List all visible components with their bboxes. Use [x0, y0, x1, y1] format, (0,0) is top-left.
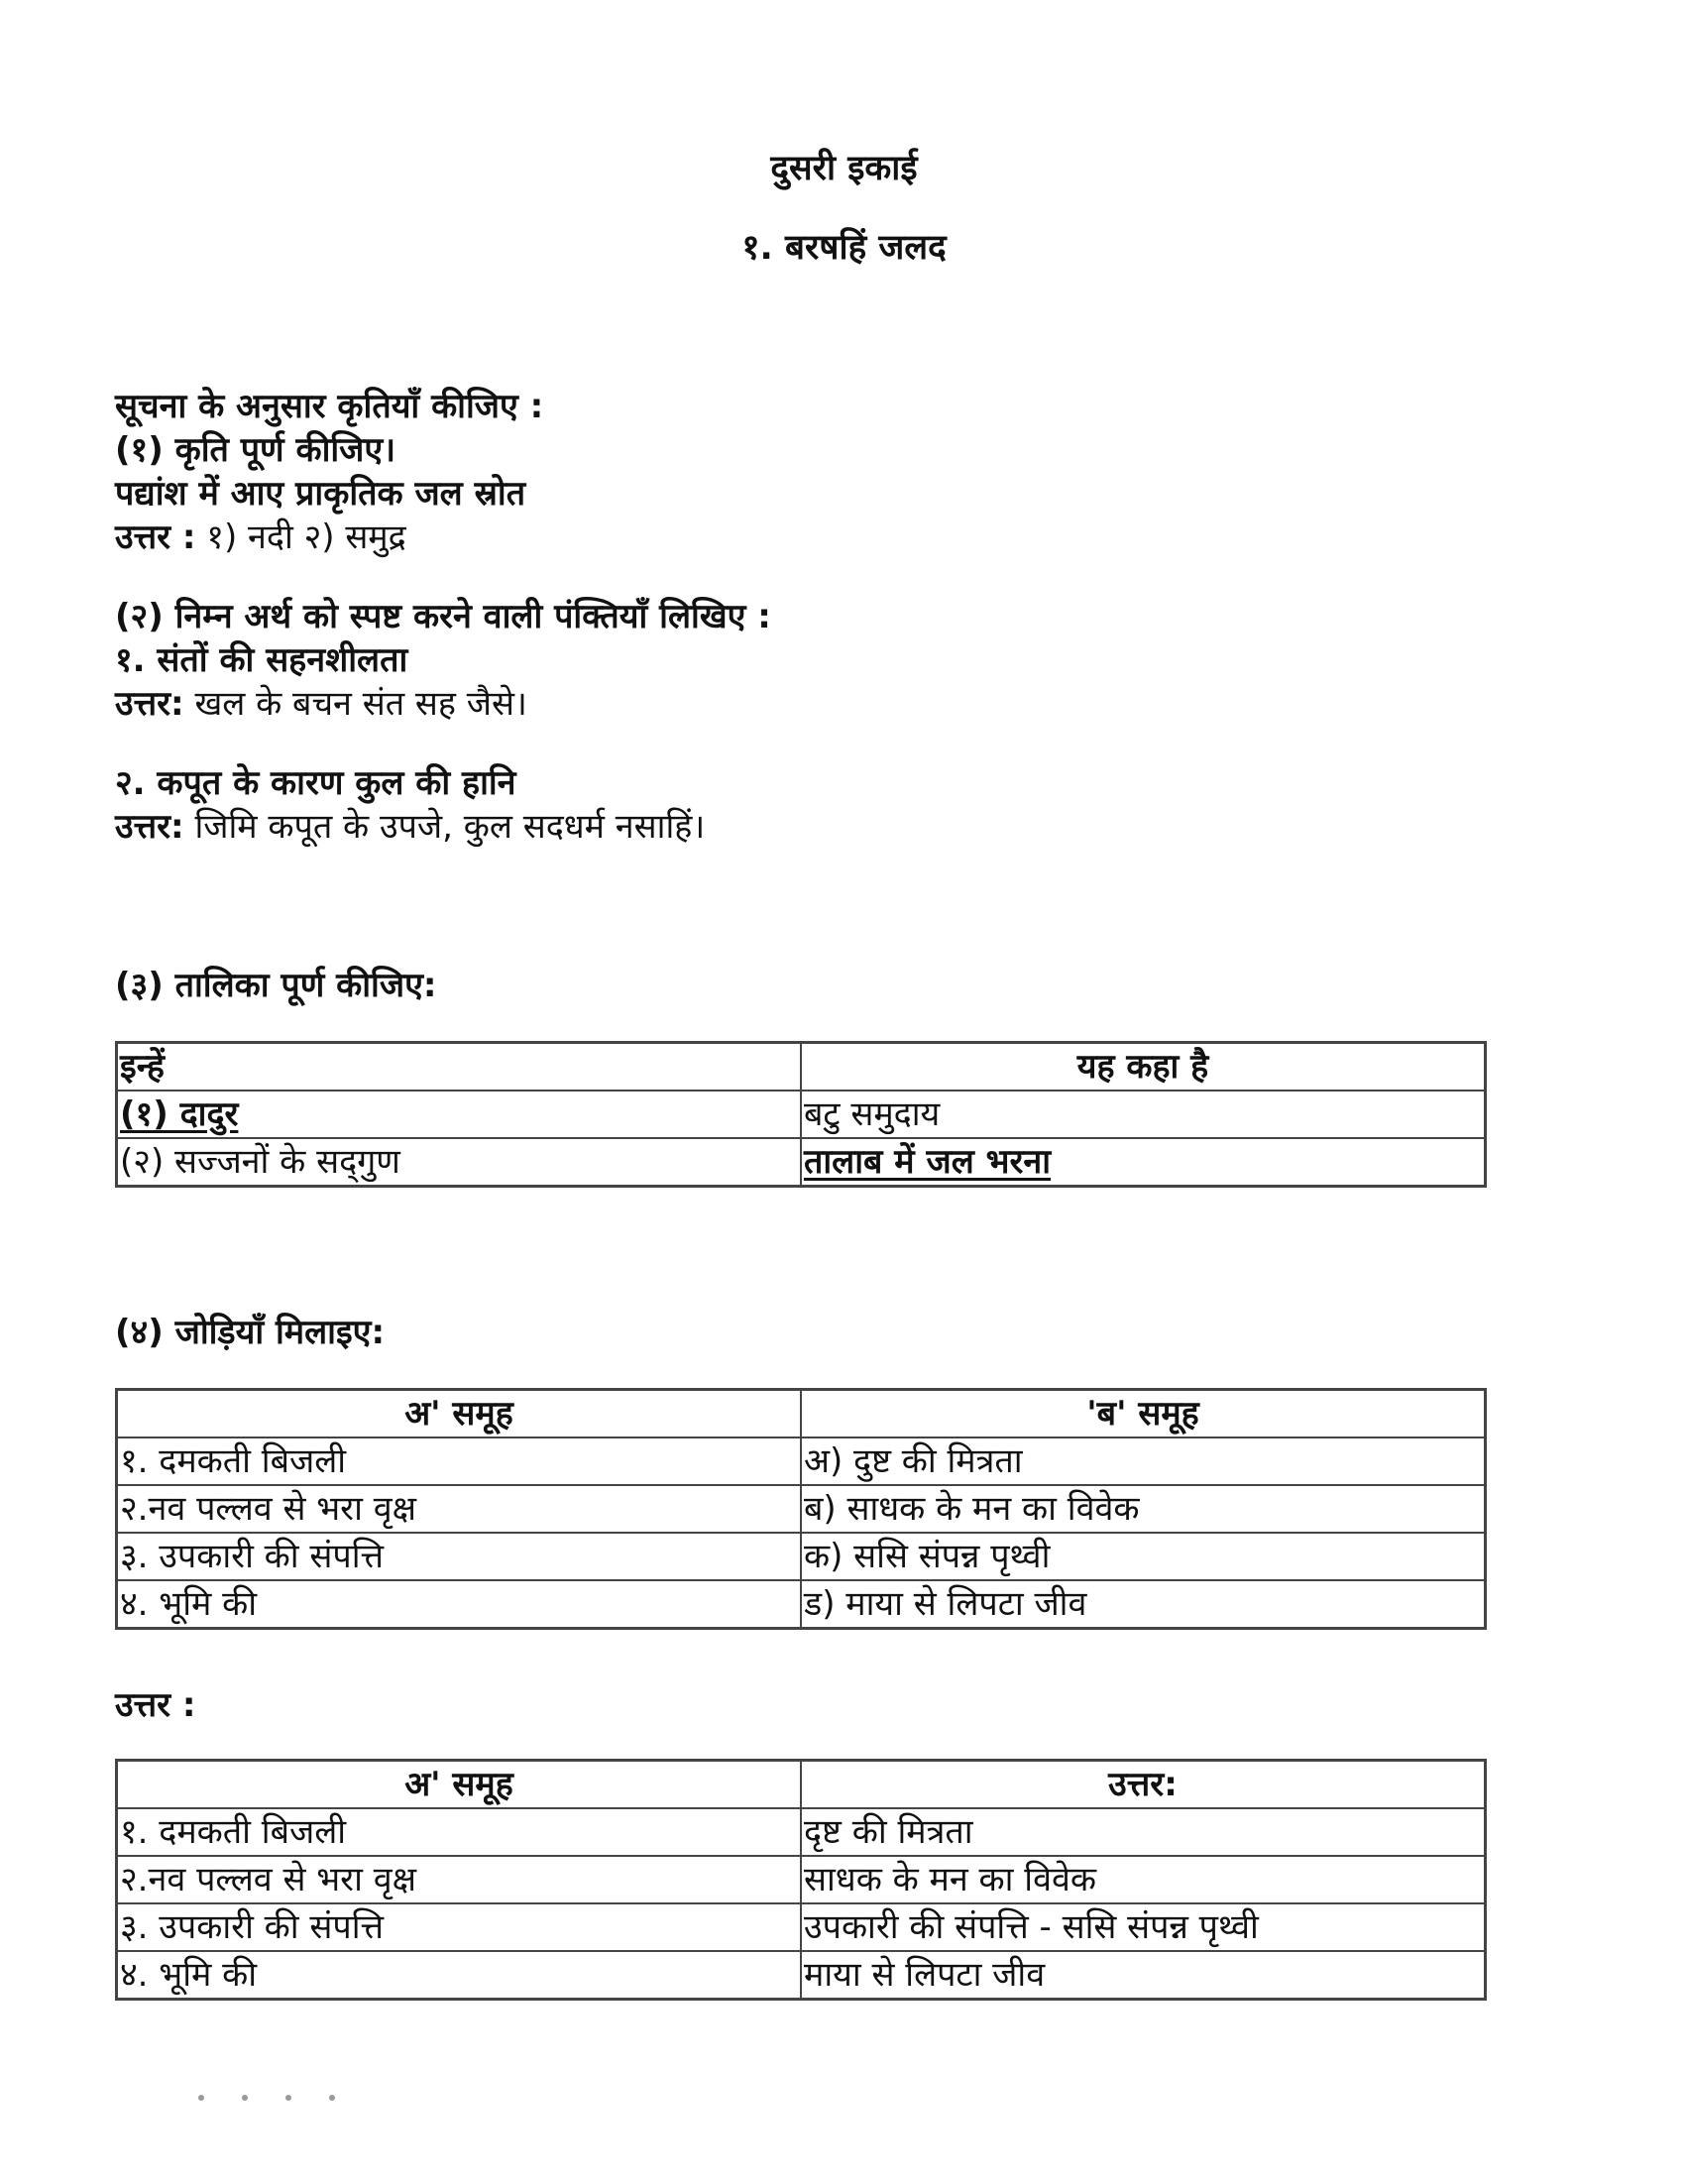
- table-cell: १. दमकती बिजली: [117, 1437, 802, 1485]
- q2-item2-prompt: २. कपूत के कारण कुल की हानि: [115, 763, 516, 803]
- q2-heading: (२) निम्न अर्थ को स्पष्ट करने वाली पंक्तियाँ लिखिए :: [115, 597, 771, 636]
- q2-item2-answer: [115, 805, 705, 849]
- table-cell: (२) सज्जनों के सद्‌गुण: [117, 1138, 802, 1187]
- table-cell: ४. भूमि की: [117, 1951, 802, 2000]
- answer-label: उत्तर:: [115, 807, 184, 847]
- table-row: [117, 1808, 1486, 1856]
- answer-label: उत्तर :: [115, 517, 196, 557]
- table-row: [117, 1951, 1486, 2000]
- table-cell: ड) माया से लिपटा जीव: [801, 1580, 1486, 1629]
- q1-prompt: पद्यांश में आए प्राकृतिक जल स्रोत: [115, 474, 526, 514]
- q1-heading: (१) कृति पूर्ण कीजिए।: [115, 430, 396, 470]
- table-cell: साधक के मन का विवेक: [801, 1856, 1486, 1903]
- q3-heading: (३) तालिका पूर्ण कीजिए:: [115, 966, 437, 1005]
- answer-text: खल के बचन संत सह जैसे।: [183, 684, 527, 724]
- lesson-title: १. बरषहिं जलद: [741, 228, 947, 268]
- table-cell: माया से लिपटा जीव: [801, 1951, 1486, 2000]
- table-cell: ब) साधक के मन का विवेक: [801, 1485, 1486, 1533]
- table-cell: बटु समुदाय: [801, 1091, 1486, 1138]
- table-row: [117, 1091, 1486, 1138]
- q4-heading: (४) जोड़ियाँ मिलाइए:: [115, 1313, 386, 1352]
- table-cell: क) ससि संपन्न पृथ्वी: [801, 1533, 1486, 1580]
- table-cell: तालाब में जल भरना: [801, 1138, 1486, 1187]
- table-cell: १. दमकती बिजली: [117, 1808, 802, 1856]
- table-header-row: [117, 1761, 1486, 1809]
- q3-table: [115, 1041, 1487, 1188]
- table-cell: ३. उपकारी की संपत्ति: [117, 1903, 802, 1951]
- q2-item1-prompt: १. संतों की सहनशीलता: [115, 640, 408, 680]
- answer-text: जिमि कपूत के उपजे, कुल सदधर्म नसाहिं।: [183, 807, 706, 847]
- table-row: [117, 1580, 1486, 1629]
- q2-item1-answer: [115, 682, 527, 726]
- q4-answer-label: उत्तर :: [115, 1685, 196, 1725]
- table-row: [117, 1533, 1486, 1580]
- table-header-cell: उत्तर:: [801, 1761, 1486, 1809]
- q4-match-table: [115, 1388, 1487, 1630]
- table-row: [117, 1138, 1486, 1187]
- table-cell: २.नव पल्लव से भरा वृक्ष: [117, 1485, 802, 1533]
- table-cell: ४. भूमि की: [117, 1580, 802, 1629]
- table-row: [117, 1485, 1486, 1533]
- table-row: [117, 1856, 1486, 1903]
- table-cell: ३. उपकारी की संपत्ति: [117, 1533, 802, 1580]
- table-cell: (१) दादुर: [117, 1091, 802, 1138]
- instructions-heading: सूचना के अनुसार कृतियाँ कीजिए :: [115, 387, 544, 426]
- table-header-row: [117, 1043, 1486, 1092]
- table-header-cell: अ' समूह: [117, 1761, 802, 1809]
- table-cell: दृष्ट की मित्रता: [801, 1808, 1486, 1856]
- table-cell: उपकारी की संपत्ति - ससि संपन्न पृथ्वी: [801, 1903, 1486, 1951]
- table-header-row: [117, 1390, 1486, 1438]
- cut-off-text-fragment: [198, 2086, 456, 2094]
- q1-answer: [115, 516, 406, 559]
- table-cell: २.नव पल्लव से भरा वृक्ष: [117, 1856, 802, 1903]
- unit-title: दुसरी इकाई: [770, 149, 918, 188]
- table-header-cell: इन्हें: [117, 1043, 802, 1092]
- table-header-cell: 'ब' समूह: [801, 1390, 1486, 1438]
- q4-answer-table: [115, 1759, 1487, 2001]
- answer-label: उत्तर:: [115, 684, 184, 724]
- table-header-cell: यह कहा है: [801, 1043, 1486, 1092]
- table-row: [117, 1437, 1486, 1485]
- table-header-cell: अ' समूह: [117, 1390, 802, 1438]
- table-row: [117, 1903, 1486, 1951]
- table-cell: अ) दुष्ट की मित्रता: [801, 1437, 1486, 1485]
- answer-text: १) नदी २) समुद्र: [195, 517, 406, 557]
